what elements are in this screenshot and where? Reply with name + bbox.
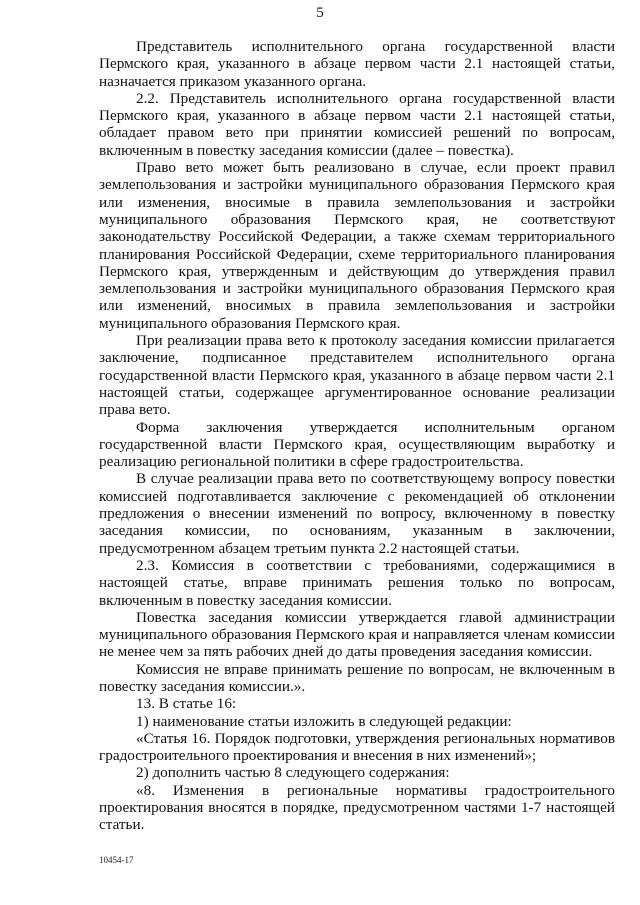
paragraph: 13. В статье 16: [136,695,237,713]
paragraph: 2) дополнить частью 8 следующего содержания: [136,764,450,782]
document-body [99,38,615,834]
paragraph: 1) наименование статьи изложить в следующей редакции: [136,712,512,730]
paragraph: Форма заключения утверждается исполнительным органом государственной власти Пермского края, осуществляющим выработку и реализацию региональной политики в сфере градостроительства. [99,418,615,471]
paragraph: «8. Изменения в региональные нормативы градостроительного проектирования вносятся в порядке, предусмотренном частями 1-7 настоящей статьи. [99,781,615,834]
paragraph: При реализации права вето к протоколу заседания комиссии прилагается заключение, подписанное представителем исполнительного органа государственной власти Пермского края, указанного в абзаце первом части 2.1 настоящей статьи, содержащее аргументированное основание реализации права вето. [99,332,615,419]
paragraph: 2.2. Представитель исполнительного органа государственной власти Пермского края, указанного в абзаце первом части 2.1 настоящей статьи, обладает правом вето при принятии комиссией решений по вопросам, включенным в повестку заседания комиссии (далее – повестка). [99,89,615,159]
document-code: 10454-17 [99,855,134,865]
paragraph: Право вето может быть реализовано в случае, если проект правил землепользования и застройки муниципального образования Пермского края или изменения, вносимые в правила землепользования и застройки муниципального образования Пермского края, не соответствуют законодательству Российской Федерации, а также схемам территориального планирования Российской Федерации, схеме территориального планирования Пермского края, утвержденным и действующим до утверждения правил землепользования и застройки муниципального образования Пермского края или изменений, вносимых в правила землепользования и застройки муниципального образования Пермского края. [99,159,615,332]
paragraph: «Статья 16. Порядок подготовки, утверждения региональных нормативов градостроительного проектирования и внесения в них изменений»; [99,729,615,765]
paragraph: Представитель исполнительного органа государственной власти Пермского края, указанного в абзаце первом части 2.1 настоящей статьи, назначается приказом указанного органа. [99,38,615,90]
paragraph: 2.3. Комиссия в соответствии с требованиями, содержащимися в настоящей статье, вправе принимать решения только по вопросам, включенным в повестку заседания комиссии. [99,556,615,609]
page-number: 5 [316,5,324,21]
paragraph: Повестка заседания комиссии утверждается главой администрации муниципального образования Пермского края и направляется членам комиссии не менее чем за пять рабочих дней до даты проведения заседания комиссии. [99,608,615,661]
paragraph: В случае реализации права вето по соответствующему вопросу повестки комиссией подготавливается заключение с рекомендацией об отклонении предложения о внесении изменений по вопросу, включенному в повестку заседания комиссии, по основаниям, указанным в заключении, предусмотренном абзацем третьим пункта 2.2 настоящей статьи. [99,470,615,557]
paragraph: Комиссия не вправе принимать решение по вопросам, не включенным в повестку заседания комиссии.». [99,660,615,695]
